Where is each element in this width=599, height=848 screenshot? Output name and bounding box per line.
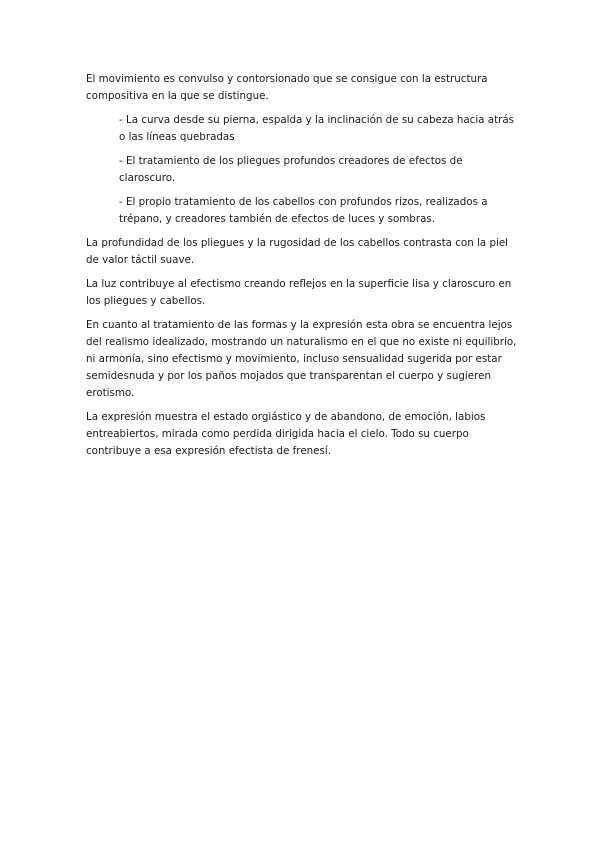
bullet-item: - El tratamiento de los pliegues profundos creadores de efectos de claroscuro. — [119, 155, 463, 184]
bullet-list — [86, 112, 518, 228]
body-paragraph: La luz contribuye al efectismo creando reflejos en la superficie lisa y claroscuro en los pliegues y cabellos. — [86, 278, 512, 307]
intro-paragraph: El movimiento es convulso y contorsionado que se consigue con la estructura compositiva en la que se distingue. — [86, 73, 488, 102]
body-paragraph: La profundidad de los pliegues y la rugosidad de los cabellos contrasta con la piel de valor táctil suave. — [86, 237, 509, 266]
body-paragraph: En cuanto al tratamiento de las formas y la expresión esta obra se encuentra lejos del realismo idealizado, mostrando un naturalismo en el que no existe ni equilibrio, ni armonía, sino efectismo y movimiento, incluso sensualidad sugerida por estar semidesnuda y por los paños mojados que transparentan el cuerpo y sugieren erotismo. — [86, 319, 517, 399]
bullet-item: - La curva desde su pierna, espalda y la inclinación de su cabeza hacia atrás o las líneas quebradas — [119, 114, 515, 143]
body-paragraph: La expresión muestra el estado orgiástico y de abandono, de emoción, labios entreabiertos, mirada como perdida dirigida hacia el cielo. Todo su cuerpo contribuye a esa expresión efectista de frenesí. — [86, 411, 486, 457]
document-body — [86, 71, 518, 467]
bullet-item: - El propio tratamiento de los cabellos con profundos rizos, realizados a trépano, y creadores también de efectos de luces y sombras. — [119, 196, 488, 225]
